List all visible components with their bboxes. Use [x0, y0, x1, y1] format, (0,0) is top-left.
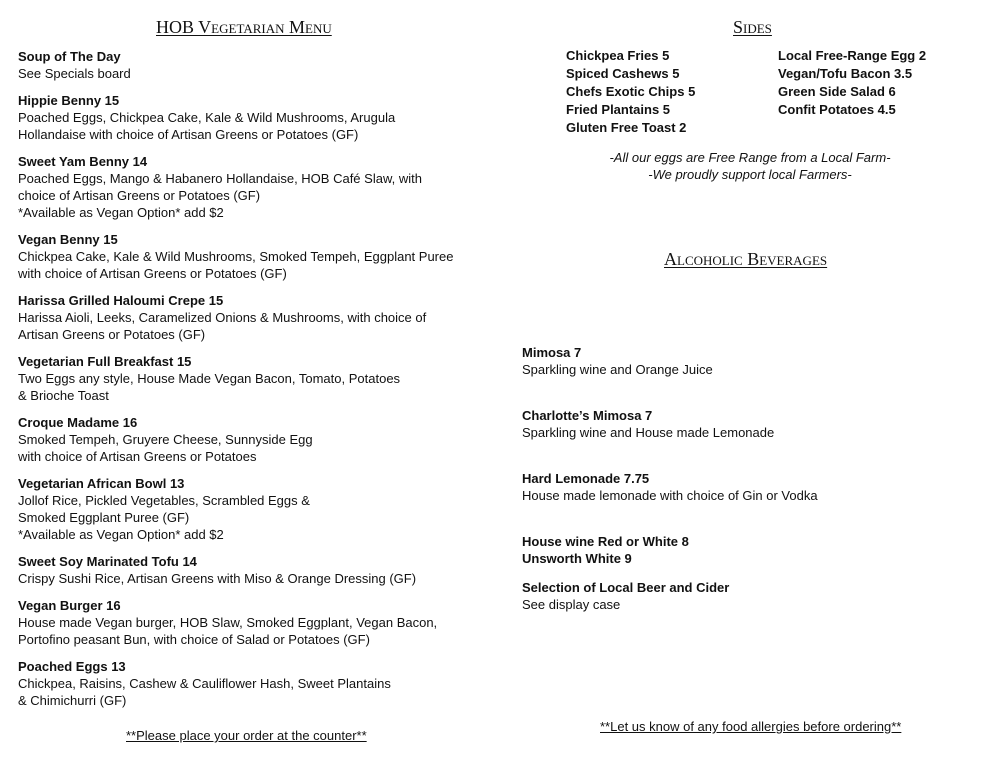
side-item: Spiced Cashews 5	[566, 66, 680, 81]
drink-item	[522, 407, 972, 441]
menu-item	[18, 353, 488, 404]
menu-item-desc: Harissa Aioli, Leeks, Caramelized Onions & Mushrooms, with choice of Artisan Greens or Potatoes (GF)	[18, 310, 427, 342]
menu-item-name: Poached Eggs 13	[18, 659, 126, 674]
order-at-counter-note: **Please place your order at the counter**	[126, 728, 367, 743]
drink-item	[522, 470, 972, 504]
drink-item	[522, 550, 972, 567]
menu-item	[18, 292, 488, 343]
menu-item-desc: Chickpea Cake, Kale & Wild Mushrooms, Smoked Tempeh, Eggplant Puree with choice of Artisan Greens or Potatoes (GF)	[18, 249, 454, 281]
drink-name: Charlotte’s Mimosa 7	[522, 408, 653, 423]
menu-item	[18, 92, 488, 143]
side-item: Gluten Free Toast 2	[566, 120, 687, 135]
menu-item-name: Croque Madame 16	[18, 415, 138, 430]
menu-item-desc: Chickpea, Raisins, Cashew & Cauliflower Hash, Sweet Plantains & Chimichurri (GF)	[18, 676, 391, 708]
menu-item-desc: Jollof Rice, Pickled Vegetables, Scrambled Eggs & Smoked Eggplant Puree (GF) *Available as Vegan Option* add $2	[18, 493, 310, 542]
sides-list-col2	[778, 47, 926, 119]
menu-item-desc: Poached Eggs, Chickpea Cake, Kale & Wild Mushrooms, Arugula Hollandaise with choice of Artisan Greens or Potatoes (GF)	[18, 110, 396, 142]
menu-item	[18, 553, 488, 587]
alcohol-list	[522, 344, 972, 613]
farm-notes	[600, 149, 900, 183]
menu-item-name: Vegan Burger 16	[18, 598, 121, 613]
drink-desc: Sparkling wine and Orange Juice	[522, 362, 713, 377]
drink-desc: See display case	[522, 597, 621, 612]
drink-desc: Sparkling wine and House made Lemonade	[522, 425, 775, 440]
alcoholic-beverages-title: Alcoholic Beverages	[664, 249, 828, 269]
allergy-note: **Let us know of any food allergies before ordering**	[600, 719, 902, 734]
menu-item-desc: Poached Eggs, Mango & Habanero Hollandaise, HOB Café Slaw, with choice of Artisan Greens or Potatoes (GF) *Available as Vegan Option* add $2	[18, 171, 422, 220]
drink-name: House wine Red or White 8	[522, 534, 689, 549]
side-item: Confit Potatoes 4.5	[778, 102, 896, 117]
drink-name: Mimosa 7	[522, 345, 582, 360]
drink-desc: House made lemonade with choice of Gin or Vodka	[522, 488, 818, 503]
drink-name: Unsworth White 9	[522, 551, 632, 566]
menu-item-name: Harissa Grilled Haloumi Crepe 15	[18, 293, 224, 308]
sides-title: Sides	[733, 17, 772, 37]
side-item: Chefs Exotic Chips 5	[566, 84, 696, 99]
menu-item-name: Sweet Soy Marinated Tofu 14	[18, 554, 197, 569]
menu-item	[18, 48, 488, 82]
menu-item-name: Vegetarian African Bowl 13	[18, 476, 185, 491]
menu-item	[18, 231, 488, 282]
side-item: Green Side Salad 6	[778, 84, 896, 99]
menu-item-desc: Two Eggs any style, House Made Vegan Bacon, Tomato, Potatoes & Brioche Toast	[18, 371, 401, 403]
sides-list-col1	[566, 47, 695, 137]
menu-item	[18, 153, 488, 221]
menu-item-desc: See Specials board	[18, 66, 131, 81]
menu-item-name: Soup of The Day	[18, 49, 121, 64]
menu-item-desc: House made Vegan burger, HOB Slaw, Smoked Eggplant, Vegan Bacon, Portofino peasant Bun, with choice of Salad or Potatoes (GF)	[18, 615, 438, 647]
local-farmers-note: -We proudly support local Farmers-	[648, 167, 852, 182]
side-item: Fried Plantains 5	[566, 102, 671, 117]
menu-item	[18, 475, 488, 543]
vegetarian-menu-list	[18, 48, 488, 719]
free-range-note: -All our eggs are Free Range from a Local Farm-	[609, 150, 891, 165]
menu-item	[18, 597, 488, 648]
menu-item-name: Vegan Benny 15	[18, 232, 118, 247]
drink-name: Hard Lemonade 7.75	[522, 471, 650, 486]
side-item: Vegan/Tofu Bacon 3.5	[778, 66, 913, 81]
drink-name: Selection of Local Beer and Cider	[522, 580, 730, 595]
side-item: Local Free-Range Egg 2	[778, 48, 927, 63]
menu-item-desc: Crispy Sushi Rice, Artisan Greens with Miso & Orange Dressing (GF)	[18, 571, 417, 586]
vegetarian-menu-title: HOB Vegetarian Menu	[156, 17, 332, 37]
menu-item-desc: Smoked Tempeh, Gruyere Cheese, Sunnyside Egg with choice of Artisan Greens or Potatoes	[18, 432, 313, 464]
side-item: Chickpea Fries 5	[566, 48, 670, 63]
menu-item	[18, 414, 488, 465]
menu-item-name: Sweet Yam Benny 14	[18, 154, 148, 169]
drink-item	[522, 344, 972, 378]
menu-item-name: Hippie Benny 15	[18, 93, 120, 108]
drink-item	[522, 533, 972, 550]
drink-item	[522, 579, 972, 613]
menu-item-name: Vegetarian Full Breakfast 15	[18, 354, 192, 369]
menu-item	[18, 658, 488, 709]
